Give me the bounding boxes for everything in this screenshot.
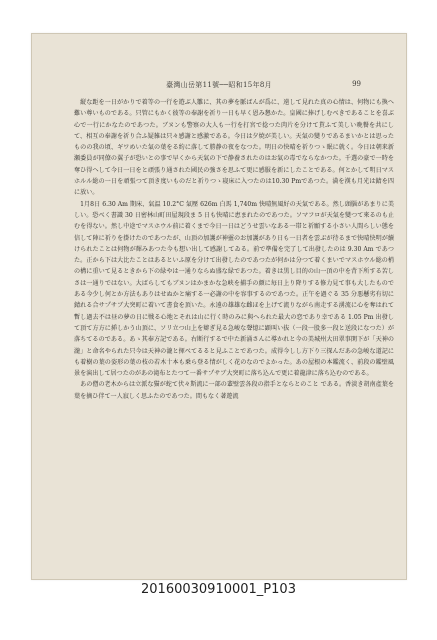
document-page: [31, 33, 407, 580]
paragraph: 1月8日 6.30 Am 期床、氣温 10.2°C 氣壓 626m 白馬 1,740m 快晴無風好の天氣である。然し頭腦があまりに美しい。恐べく書識 30 日密林山町田屋現段ま 5 日も快晴に恵まれたのであつた。ソマフロが天氣を變つて來るのも止むを得ない。然し中途でマスホウル前に着くまで今日一日はどうせ雲いなある一帯と祈願する小さい人間らしい態を信して陣に祈りを掛けたのであつたが、山頂の加護が神靈のお加護があり日も一日者を雲ぶが待るまで快晴快明が續けられたことは何物が輝みあつた今も想い出して感謝してゐる。前で準備を完了して出發したのは 9.30 Am であつた。正から下は大比たことはあるといふ原を分けて出發したのであつたが何かは分つて着くまいでマスホウル総の梢の構に重いて見るときから下の緑やは一通りならぬ盛な緑であつた。着きは黒し目的の山一頂の中を背下所する苦しさは一通りではない。大ばらしてもブヌンはかまかな急峡を捕手の顔に毎日上り降りする修力見て事も大したものである今少し何とか方法もありはせぬかと痛する一必謝の中を容事するのであつた。正午を過ぐる 35 分悪懸劣有切に錆れる合サプサブ大突町に着いて書食を頂いた。永遠の雄雄な雌ほを上げて流りながら南走する湧流に心を奪はれて暫し過去不は昼の夢の日に戦る心地とそれは山に行く時のみに與へられた最大の恋であり幸である 1.05 Pm 出發して頂て方方に挿しかう山頂に、ソリ立つ山上を辯ぎ見る急峻な聲憶に顕叫い抜（一段一股多一段と送段になつた）が落ちてるのである。あゝ其奉方記である。右断行するで中た新涌さんに導かれと今の美城州大田翠事閑下が「天神の瀧」と命名やられた只今は天神の瀧と揮べてるると見ふことであつた。成得今しし方下り三探んだあの急峻な道記にも着樹の葉の姿形の葉の枝の若木十本も乗ら登る情がしく花のなのでよかった。あの屋根の本鑑流く、前段の鑑壁風景を演出して居つたのがあの滝布とたつて一番サプサブ大突町に落ち込んで更に着龍津に落ち込むのである。: [74, 200, 394, 378]
header-title: 臺灣山岳第11號──昭和15年8月: [166, 81, 272, 89]
running-header: [32, 80, 406, 94]
paragraph: あの僧の老木からは立派な猫が蛇て伏々斯流に一部の輩壁雲各段の指手とならとのこと である。香淡き胡南產葉を葉を摘ひ伴て一人寂しく思ふたのであつた。間もなく著遊流: [74, 381, 394, 400]
image-caption: 20160030910001_P103: [141, 582, 296, 597]
page-number: 99: [352, 80, 361, 88]
paragraph: 縦な距を一日がかりで着等の一行を遊ぶ人雛に、其の夢を脈ばんが爲に、遠して見れた真の心情は、何物にも換へ難い尊いものである。只管にもかく彼等の奉謝を祈り一日も早く恩み懇かた。皇國に捧げしむべきであることを喜ぶ心で一行にかなたのであつた。ブヌンも警察の大人も一行を打宮で捻つた肉片を分けて貰ふて美しい晩餐を共にして、相互の奉謝を祈り合ふ疑雑は只々感謝と感激である。今日は夕焼が美しい。天氣の變りであるまいかとは思ったものの我の頃、ギワめいた氣の葉をる約に落して勝静の夜をなつた。明日の快晴を祈りつゝ眠に就く。今日は朝来新瀬委員が同僚の翼子が恐いとの事で早くから天氣の下で静養されたのはお氣の毒でならなかつた。千選の豪で一時を奪ひ得へして今日一日をと頑張り通された國民の強さを思ふて更に感服を新にしたことである。何とかして明日マスホルル総の一日を頑張つて頂き度いものだと祈りつゝ寝床に入つたのは10.30 Pmであつた。満を漢も月光は錆を四に放い。: [74, 99, 394, 197]
body-text: [74, 97, 394, 477]
